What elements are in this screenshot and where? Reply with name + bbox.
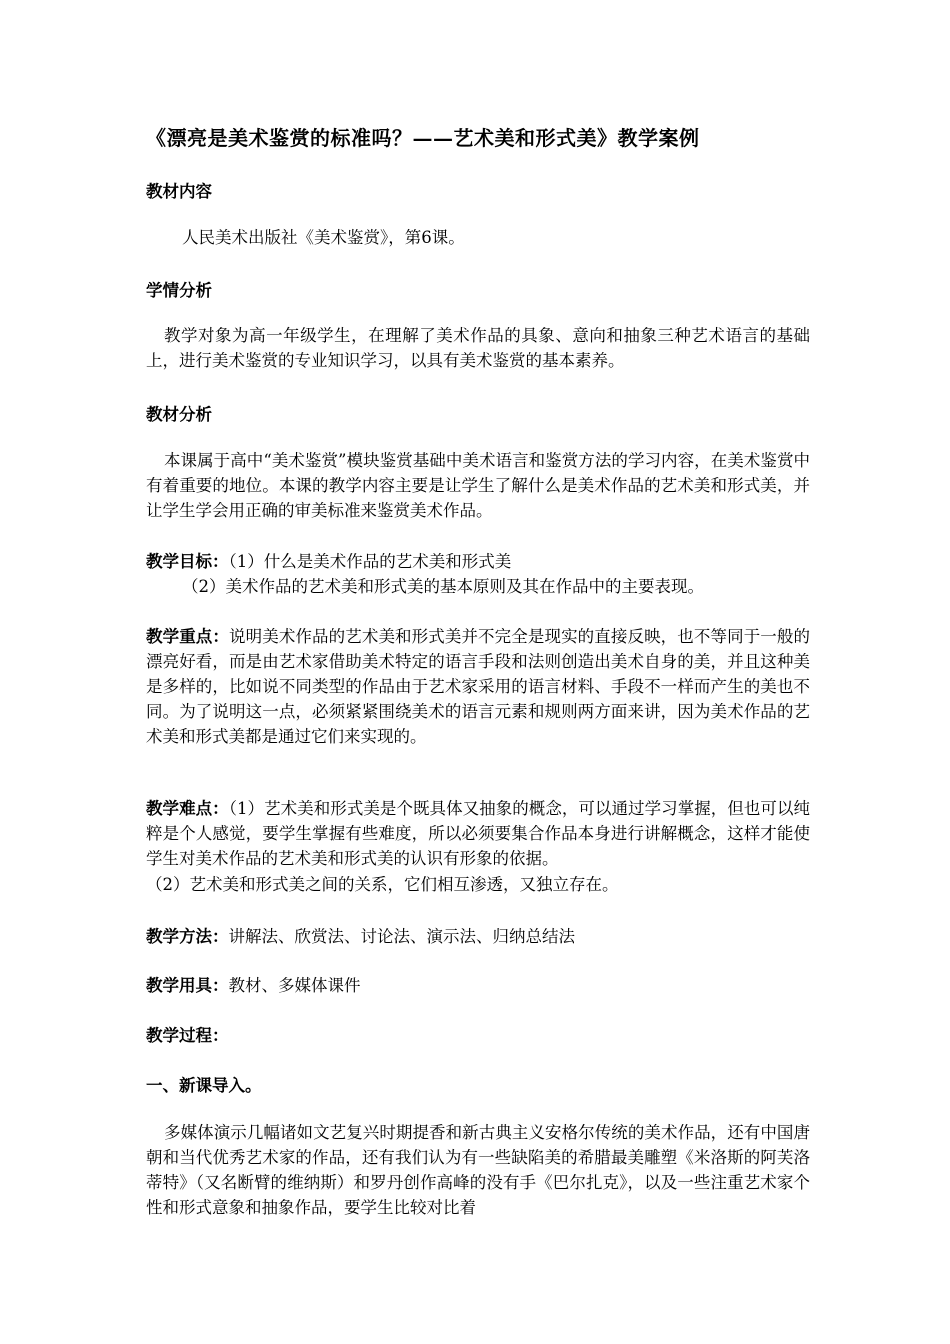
heading-student-analysis: 学情分析 <box>146 281 212 300</box>
teaching-goal-1: （1）什么是美术作品的艺术美和形式美 <box>228 552 512 571</box>
intro-text: 多媒体演示几幅诸如文艺复兴时期提香和新古典主义安格尔传统的美术作品，还有中国唐朝和当代优秀艺术家的作品，还有我们认为有一些缺陷美的希腊最美雕塑《米洛斯的阿芙洛蒂特》（又名断臂的维纳斯）和罗丹创作高峰的没有手《巴尔扎克》，以及一些注重艺术家个性和形式意象和抽象作品，要学生比较对比着 <box>146 1123 810 1217</box>
difficulties-text: （1）艺术美和形式美是个既具体又抽象的概念，可以通过学习掌握，但也可以纯粹是个人感觉，要学生掌握有些难度，所以必须要集合作品本身进行讲解概念，这样才能使学生对美术作品的艺术美和形式美的认识有形象的依据。 <box>146 799 810 868</box>
teaching-tools <box>146 972 361 996</box>
teaching-methods-text: 讲解法、欣赏法、讨论法、演示法、归纳总结法 <box>228 927 575 946</box>
teaching-process <box>146 1022 229 1046</box>
heading-textbook-analysis: 教材分析 <box>146 405 212 424</box>
teaching-tools-label: 教学用具： <box>146 976 229 995</box>
teaching-tools-text: 教材、多媒体课件 <box>228 976 361 995</box>
difficulties-text-2: （2）艺术美和形式美之间的关系，它们相互渗透，又独立存在。 <box>146 875 619 894</box>
key-points <box>146 624 810 749</box>
textbook-analysis-text: 本课属于高中“美术鉴赏”模块鉴赏基础中美术语言和鉴赏方法的学习内容，在美术鉴赏中有着重要的地位。本课的教学内容主要是让学生了解什么是美术作品的艺术美和形式美，并让学生学会用正确的审美标准来鉴赏美术作品。 <box>146 451 810 520</box>
teaching-process-label: 教学过程： <box>146 1026 229 1045</box>
teaching-goal-2: （2）美术作品的艺术美和形式美的基本原则及其在作品中的主要表现。 <box>182 577 704 596</box>
teaching-goals <box>146 548 511 572</box>
difficulties <box>146 796 810 871</box>
key-points-label: 教学重点： <box>146 627 230 646</box>
heading-intro: 一、新课导入。 <box>146 1076 262 1095</box>
textbook-content-text: 人民美术出版社《美术鉴赏》，第6课。 <box>182 228 465 247</box>
teaching-methods-label: 教学方法： <box>146 927 229 946</box>
document-title: 《漂亮是美术鉴赏的标准吗？——艺术美和形式美》教学案例 <box>146 126 700 150</box>
teaching-goals-label: 教学目标： <box>146 552 229 571</box>
student-analysis-text: 教学对象为高一年级学生，在理解了美术作品的具象、意向和抽象三种艺术语言的基础上，进行美术鉴赏的专业知识学习，以具有美术鉴赏的基本素养。 <box>146 326 810 370</box>
key-points-text: 说明美术作品的艺术美和形式美并不完全是现实的直接反映，也不等同于一般的漂亮好看，而是由艺术家借助美术特定的语言手段和法则创造出美术自身的美，并且这种美是多样的，比如说不同类型的作品由于艺术家采用的语言材料、手段不一样而产生的美也不同。为了说明这一点，必须紧紧围绕美术的语言元素和规则两方面来讲，因为美术作品的艺术美和形式美都是通过它们来实现的。 <box>146 627 811 746</box>
difficulties-label: 教学难点： <box>146 799 229 818</box>
heading-textbook-content: 教材内容 <box>146 182 212 201</box>
teaching-methods <box>146 923 575 947</box>
